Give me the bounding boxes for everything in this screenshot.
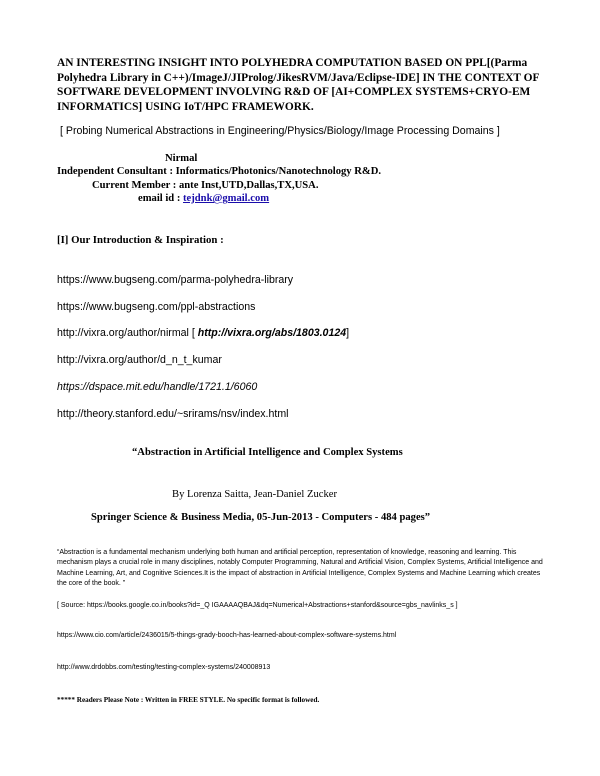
link-ppl[interactable]: https://www.bugseng.com/parma-polyhedra-library bbox=[57, 274, 294, 286]
link-vixra-suffix: ] bbox=[346, 327, 350, 339]
section-heading: [I] Our Introduction & Inspiration : bbox=[57, 234, 224, 246]
reader-note: ***** Readers Please Note : Written in FREE STYLE. No specific format is followed. bbox=[57, 696, 320, 704]
paper-title: AN INTERESTING INSIGHT INTO POLYHEDRA COMPUTATION BASED ON PPL[(Parma Polyhedra Library in C++)/ImageJ/JIProlog/JikesRVM/Java/Eclipse-IDE] IN THE CONTEXT OF SOFTWARE DEVELOPMENT INVOLVING R&D OF [AI+COMPLEX SYSTEMS+CRYO-EM INFORMATICS] USING IoT/HPC FRAMEWORK. bbox=[57, 57, 540, 113]
link-dspace[interactable]: https://dspace.mit.edu/handle/1721.1/6060 bbox=[57, 381, 258, 393]
author-email-line bbox=[138, 192, 269, 205]
book-publisher: Springer Science & Business Media, 05-Jun-2013 - Computers - 484 pages” bbox=[91, 512, 431, 523]
book-abstract: “Abstraction is a fundamental mechanism underlying both human and artificial perception, representation of knowledge, reasoning and learning. This mechanism plays a crucial role in many disciplines, notably Computer Programming, Natural and Artificial Vision, Complex Systems, Artificial Intelligence and Machine Learning, Art, and Cognitive Sciences.It is the impact of abstraction in Artificial Intelligence, Complex Systems and Machine Learning which creates the core of the book. ” bbox=[57, 549, 543, 588]
link-vixra-prefix[interactable]: http://vixra.org/author/nirmal [ bbox=[57, 327, 195, 339]
author-role: Independent Consultant : Informatics/Photonics/Nanotechnology R&D. bbox=[57, 166, 382, 177]
link-drdobbs[interactable]: http://www.drdobbs.com/testing/testing-complex-systems/240008913 bbox=[57, 664, 271, 671]
link-vixra-abs[interactable]: http://vixra.org/abs/1803.0124 bbox=[197, 327, 347, 339]
email-label: email id : bbox=[138, 193, 181, 204]
link-ppl-abstractions[interactable]: https://www.bugseng.com/ppl-abstractions bbox=[57, 301, 256, 313]
book-byline: By Lorenza Saitta, Jean-Daniel Zucker bbox=[172, 489, 338, 500]
author-name: Nirmal bbox=[165, 153, 198, 164]
paper-subtitle: [ Probing Numerical Abstractions in Engineering/Physics/Biology/Image Processing Domains ] bbox=[60, 125, 500, 137]
link-stanford[interactable]: http://theory.stanford.edu/~srirams/nsv/index.html bbox=[57, 408, 289, 420]
source-citation[interactable]: [ Source: https://books.google.co.in/books?id=_Q IGAAAAQBAJ&dq=Numerical+Abstractions+stanford&source=gbs_navlinks_s ] bbox=[57, 602, 458, 609]
link-vixra-kumar[interactable]: http://vixra.org/author/d_n_t_kumar bbox=[57, 354, 222, 366]
author-membership: Current Member : ante Inst,UTD,Dallas,TX,USA. bbox=[92, 180, 319, 191]
link-cio[interactable]: https://www.cio.com/article/2436015/5-things-grady-booch-has-learned-about-complex-software-systems.html bbox=[57, 632, 397, 639]
book-title: “Abstraction in Artificial Intelligence and Complex Systems bbox=[132, 447, 403, 458]
email-link[interactable]: tejdnk@gmail.com bbox=[183, 193, 270, 204]
link-vixra-nirmal[interactable] bbox=[57, 327, 349, 340]
